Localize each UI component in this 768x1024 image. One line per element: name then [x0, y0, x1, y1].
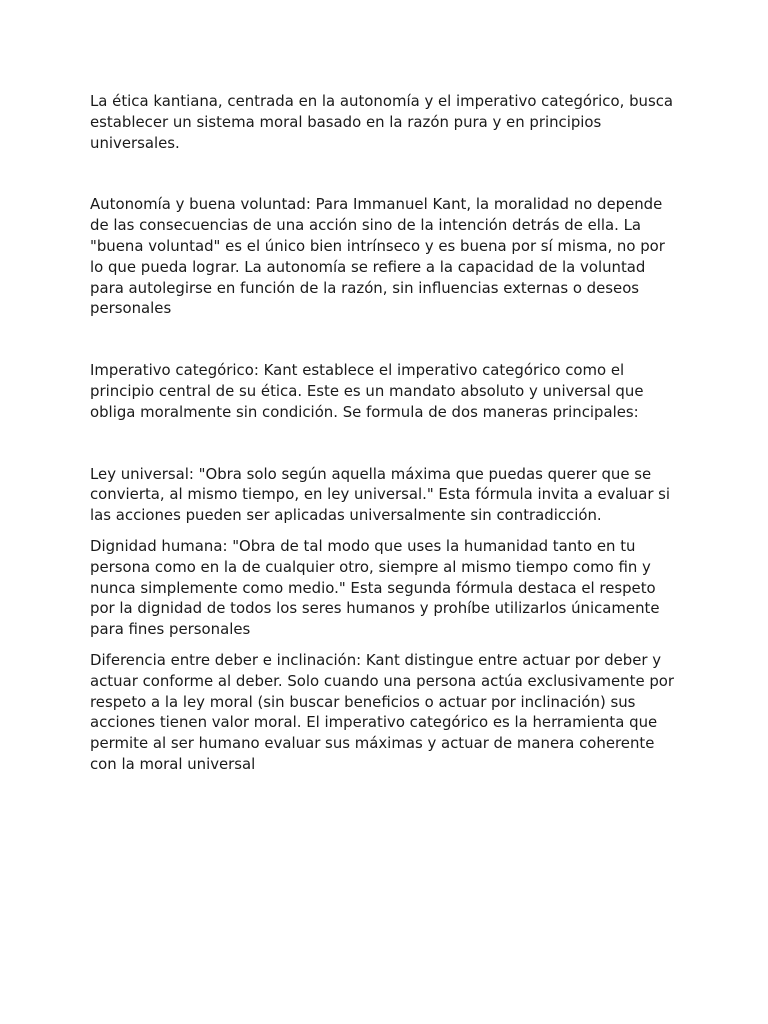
- intro-paragraph: La ética kantiana, centrada en la autonomía y el imperativo categórico, busca establecer un sistema moral basado en la razón pura y en principios universales.: [90, 92, 674, 152]
- human-dignity-paragraph: Dignidad humana: "Obra de tal modo que uses la humanidad tanto en tu persona como en la de cualquier otro, siempre al mismo tiempo como fin y nunca simplemente como medio." Esta segunda fórmula destaca el respeto por la dignidad de todos los seres humanos y prohíbe utilizarlos únicamente para fines personales: [90, 536, 660, 639]
- duty-inclination-paragraph: Diferencia entre deber e inclinación: Kant distingue entre actuar por deber y actuar conforme al deber. Solo cuando una persona actúa exclusivamente por respeto a la ley moral (sin buscar beneficios o actuar por inclinación) sus acciones tienen valor moral. El imperativo categórico es la herramienta que permite al ser humano evaluar sus máximas y actuar de manera coherente con la moral universal: [90, 650, 675, 773]
- universal-law-paragraph: Ley universal: "Obra solo según aquella máxima que puedas querer que se convierta, al mismo tiempo, en ley universal." Esta fórmula invita a evaluar si las acciones pueden ser aplicadas universalmente sin contradicción.: [90, 464, 671, 525]
- document-body: [90, 91, 682, 775]
- autonomy-paragraph: Autonomía y buena voluntad: Para Immanuel Kant, la moralidad no depende de las consecuencias de una acción sino de la intención detrás de ella. La "buena voluntad" es el único bien intrínseco y es buena por sí misma, no por lo que pueda lograr. La autonomía se refiere a la capacidad de la voluntad para autolegirse en función de la razón, sin influencias externas o deseos personales: [90, 195, 665, 318]
- categorical-imperative-paragraph: Imperativo categórico: Kant establece el imperativo categórico como el principio central de su ética. Este es un mandato absoluto y universal que obliga moralmente sin condición. Se formula de dos maneras principales:: [90, 361, 644, 421]
